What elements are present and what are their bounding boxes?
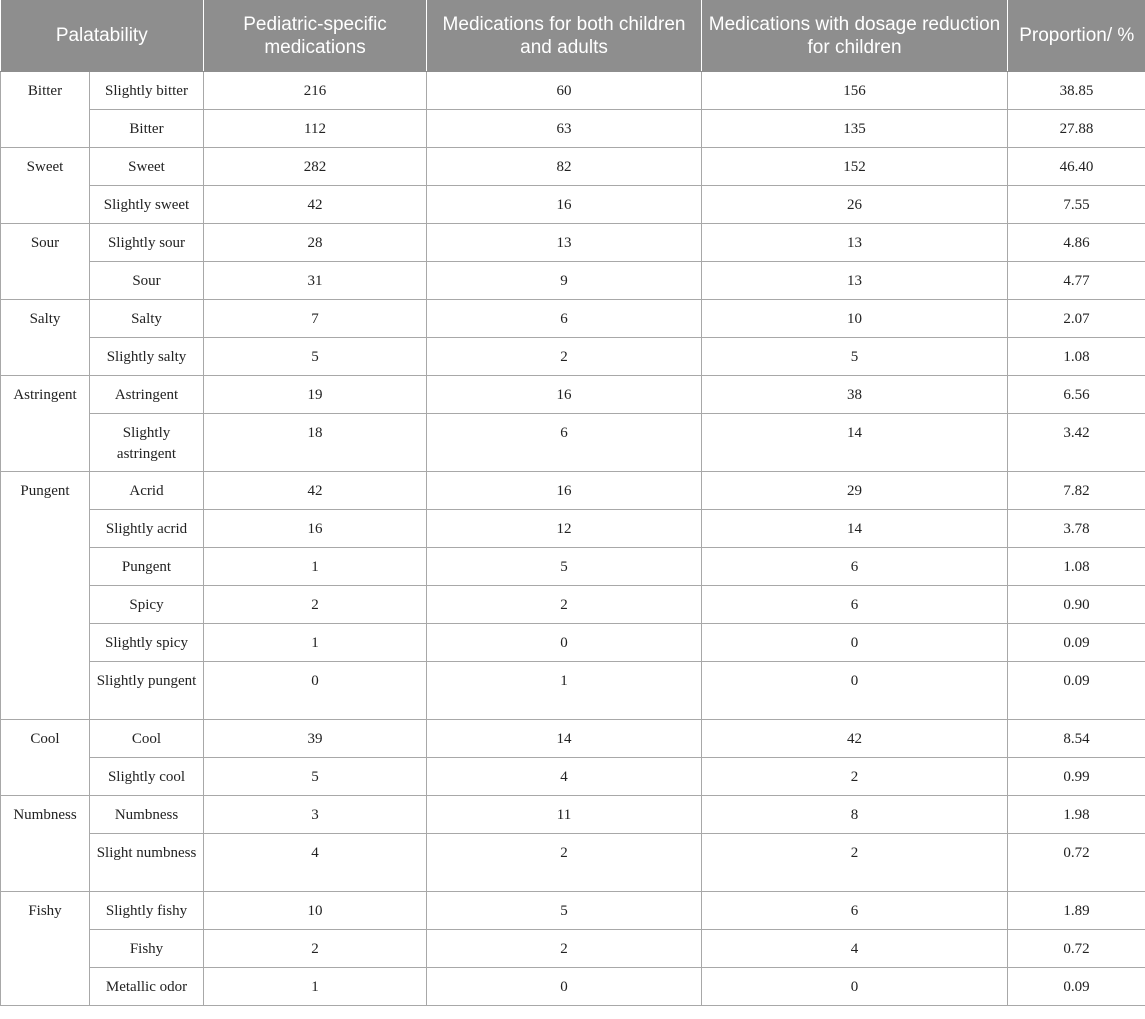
pediatric-cell: 1 (204, 624, 427, 662)
proportion-cell: 38.85 (1008, 72, 1145, 110)
table-row (1, 472, 1145, 510)
both-cell: 6 (427, 414, 702, 472)
dosage-cell: 135 (702, 110, 1008, 148)
table-row (1, 148, 1145, 186)
both-cell: 16 (427, 472, 702, 510)
table-row (1, 834, 1145, 892)
table-row (1, 72, 1145, 110)
table-row (1, 376, 1145, 414)
table-row (1, 624, 1145, 662)
table-row (1, 968, 1145, 1006)
table-row (1, 662, 1145, 720)
sub-palatability-cell: Spicy (90, 586, 204, 624)
dosage-cell: 0 (702, 624, 1008, 662)
proportion-cell: 0.09 (1008, 662, 1145, 720)
dosage-cell: 26 (702, 186, 1008, 224)
dosage-cell: 152 (702, 148, 1008, 186)
group-cell: Sweet (1, 148, 90, 224)
pediatric-cell: 7 (204, 300, 427, 338)
dosage-cell: 14 (702, 510, 1008, 548)
proportion-cell: 1.98 (1008, 796, 1145, 834)
sub-palatability-cell: Astringent (90, 376, 204, 414)
pediatric-cell: 2 (204, 586, 427, 624)
both-cell: 1 (427, 662, 702, 720)
sub-palatability-cell: Slightly cool (90, 758, 204, 796)
header-proportion: Proportion/ % (1008, 0, 1145, 72)
proportion-cell: 8.54 (1008, 720, 1145, 758)
proportion-cell: 27.88 (1008, 110, 1145, 148)
table-row (1, 720, 1145, 758)
sub-palatability-cell: Slightly spicy (90, 624, 204, 662)
header-dosage-reduction: Medications with dosage reduction for children (702, 0, 1008, 72)
table-row (1, 548, 1145, 586)
pediatric-cell: 0 (204, 662, 427, 720)
dosage-cell: 38 (702, 376, 1008, 414)
proportion-cell: 0.72 (1008, 930, 1145, 968)
sub-palatability-cell: Pungent (90, 548, 204, 586)
both-cell: 0 (427, 968, 702, 1006)
header-both-children-adults: Medications for both children and adults (427, 0, 702, 72)
sub-palatability-cell: Sour (90, 262, 204, 300)
proportion-cell: 3.78 (1008, 510, 1145, 548)
both-cell: 12 (427, 510, 702, 548)
proportion-cell: 0.90 (1008, 586, 1145, 624)
both-cell: 5 (427, 548, 702, 586)
both-cell: 63 (427, 110, 702, 148)
dosage-cell: 6 (702, 548, 1008, 586)
group-cell: Pungent (1, 472, 90, 720)
dosage-cell: 0 (702, 968, 1008, 1006)
dosage-cell: 6 (702, 892, 1008, 930)
sub-palatability-cell: Slightly salty (90, 338, 204, 376)
dosage-cell: 2 (702, 758, 1008, 796)
group-cell: Cool (1, 720, 90, 796)
group-cell: Numbness (1, 796, 90, 892)
proportion-cell: 4.77 (1008, 262, 1145, 300)
proportion-cell: 0.09 (1008, 968, 1145, 1006)
proportion-cell: 4.86 (1008, 224, 1145, 262)
pediatric-cell: 42 (204, 472, 427, 510)
both-cell: 82 (427, 148, 702, 186)
table-row (1, 796, 1145, 834)
dosage-cell: 156 (702, 72, 1008, 110)
proportion-cell: 0.72 (1008, 834, 1145, 892)
group-cell: Salty (1, 300, 90, 376)
both-cell: 4 (427, 758, 702, 796)
table-row (1, 930, 1145, 968)
sub-palatability-cell: Sweet (90, 148, 204, 186)
sub-palatability-cell: Salty (90, 300, 204, 338)
both-cell: 14 (427, 720, 702, 758)
table-row (1, 338, 1145, 376)
pediatric-cell: 28 (204, 224, 427, 262)
proportion-cell: 2.07 (1008, 300, 1145, 338)
sub-palatability-cell: Slightly bitter (90, 72, 204, 110)
proportion-cell: 1.89 (1008, 892, 1145, 930)
both-cell: 2 (427, 834, 702, 892)
dosage-cell: 4 (702, 930, 1008, 968)
dosage-cell: 5 (702, 338, 1008, 376)
sub-palatability-cell: Fishy (90, 930, 204, 968)
both-cell: 16 (427, 376, 702, 414)
table-row (1, 186, 1145, 224)
header-palatability: Palatability (1, 0, 204, 72)
dosage-cell: 13 (702, 224, 1008, 262)
table-row (1, 110, 1145, 148)
pediatric-cell: 1 (204, 548, 427, 586)
proportion-cell: 7.55 (1008, 186, 1145, 224)
sub-palatability-cell: Slightly sweet (90, 186, 204, 224)
dosage-cell: 13 (702, 262, 1008, 300)
pediatric-cell: 112 (204, 110, 427, 148)
sub-palatability-cell: Slightly fishy (90, 892, 204, 930)
pediatric-cell: 10 (204, 892, 427, 930)
both-cell: 0 (427, 624, 702, 662)
dosage-cell: 29 (702, 472, 1008, 510)
sub-palatability-cell: Slightly pungent (90, 662, 204, 720)
both-cell: 2 (427, 930, 702, 968)
pediatric-cell: 5 (204, 758, 427, 796)
table-row (1, 262, 1145, 300)
pediatric-cell: 4 (204, 834, 427, 892)
proportion-cell: 0.09 (1008, 624, 1145, 662)
dosage-cell: 2 (702, 834, 1008, 892)
proportion-cell: 0.99 (1008, 758, 1145, 796)
pediatric-cell: 216 (204, 72, 427, 110)
pediatric-cell: 16 (204, 510, 427, 548)
group-cell: Fishy (1, 892, 90, 1006)
pediatric-cell: 39 (204, 720, 427, 758)
both-cell: 6 (427, 300, 702, 338)
table-row (1, 892, 1145, 930)
table-row (1, 224, 1145, 262)
sub-palatability-cell: Cool (90, 720, 204, 758)
pediatric-cell: 2 (204, 930, 427, 968)
pediatric-cell: 3 (204, 796, 427, 834)
table-header (1, 0, 1145, 72)
sub-palatability-cell: Slightly astringent (90, 414, 204, 472)
header-pediatric-specific: Pediatric-specific medications (204, 0, 427, 72)
sub-palatability-cell: Bitter (90, 110, 204, 148)
pediatric-cell: 282 (204, 148, 427, 186)
dosage-cell: 0 (702, 662, 1008, 720)
both-cell: 9 (427, 262, 702, 300)
group-cell: Sour (1, 224, 90, 300)
dosage-cell: 10 (702, 300, 1008, 338)
proportion-cell: 3.42 (1008, 414, 1145, 472)
sub-palatability-cell: Slightly acrid (90, 510, 204, 548)
pediatric-cell: 42 (204, 186, 427, 224)
table-row (1, 300, 1145, 338)
both-cell: 2 (427, 338, 702, 376)
proportion-cell: 6.56 (1008, 376, 1145, 414)
both-cell: 16 (427, 186, 702, 224)
dosage-cell: 42 (702, 720, 1008, 758)
pediatric-cell: 19 (204, 376, 427, 414)
table-row (1, 510, 1145, 548)
sub-palatability-cell: Slight numbness (90, 834, 204, 892)
table-row (1, 586, 1145, 624)
group-cell: Bitter (1, 72, 90, 148)
pediatric-cell: 1 (204, 968, 427, 1006)
sub-palatability-cell: Acrid (90, 472, 204, 510)
table-row (1, 414, 1145, 472)
dosage-cell: 6 (702, 586, 1008, 624)
sub-palatability-cell: Numbness (90, 796, 204, 834)
table-body (1, 72, 1145, 1006)
group-cell: Astringent (1, 376, 90, 472)
pediatric-cell: 18 (204, 414, 427, 472)
both-cell: 13 (427, 224, 702, 262)
dosage-cell: 8 (702, 796, 1008, 834)
both-cell: 60 (427, 72, 702, 110)
proportion-cell: 1.08 (1008, 548, 1145, 586)
both-cell: 2 (427, 586, 702, 624)
pediatric-cell: 31 (204, 262, 427, 300)
both-cell: 11 (427, 796, 702, 834)
pediatric-cell: 5 (204, 338, 427, 376)
proportion-cell: 7.82 (1008, 472, 1145, 510)
table-row (1, 758, 1145, 796)
proportion-cell: 46.40 (1008, 148, 1145, 186)
sub-palatability-cell: Slightly sour (90, 224, 204, 262)
both-cell: 5 (427, 892, 702, 930)
dosage-cell: 14 (702, 414, 1008, 472)
sub-palatability-cell: Metallic odor (90, 968, 204, 1006)
proportion-cell: 1.08 (1008, 338, 1145, 376)
